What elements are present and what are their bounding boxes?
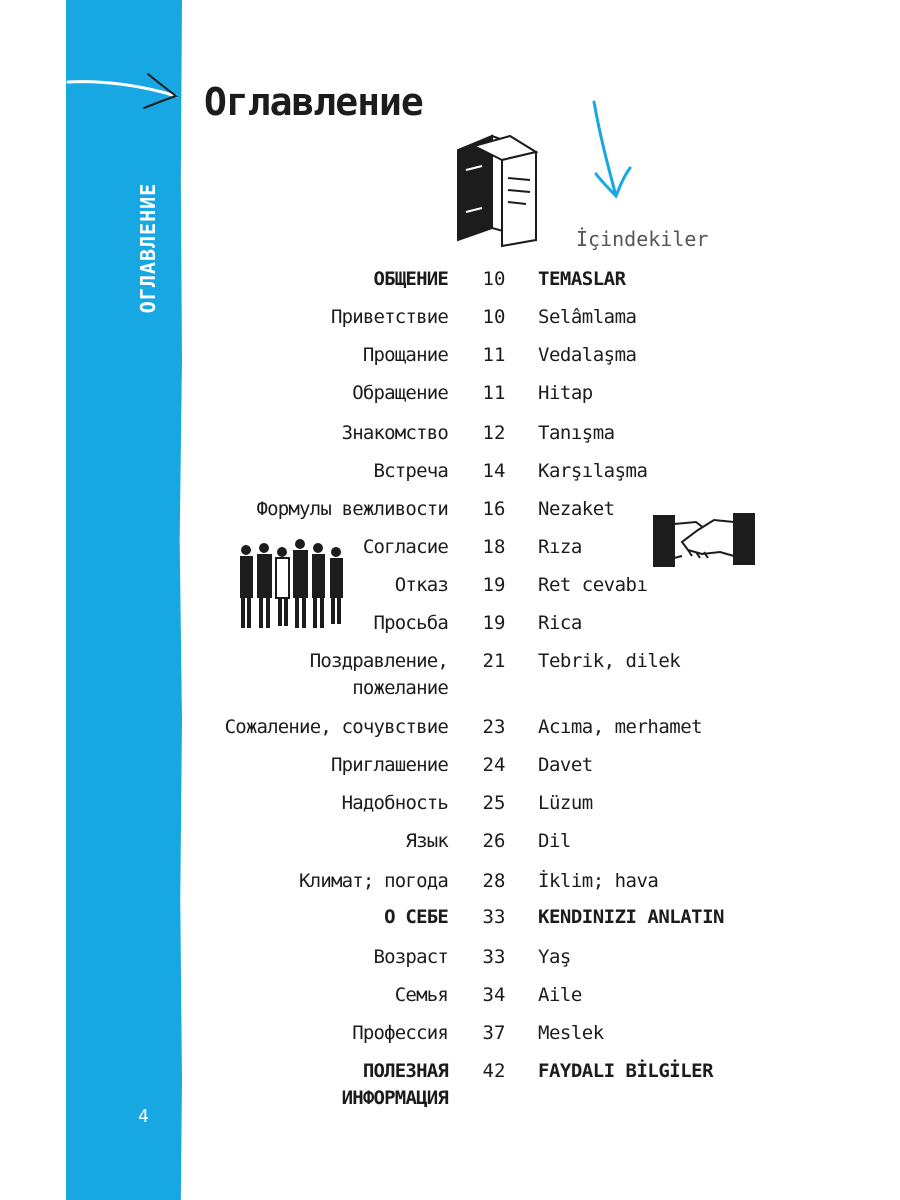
toc-row	[0, 496, 900, 534]
toc-title-ru: Формулы вежливости	[256, 498, 448, 520]
toc-page-number: 19	[482, 612, 506, 634]
toc-page-number: 28	[482, 870, 506, 892]
toc-page-number: 25	[482, 792, 506, 814]
toc-title-ru: Поздравление,	[309, 650, 448, 672]
toc-row	[0, 420, 900, 458]
toc-row	[0, 458, 900, 496]
toc-title-tr: Karşılaşma	[538, 460, 648, 482]
toc-page-number: 11	[482, 382, 506, 404]
toc-title-ru: Профессия	[352, 1022, 448, 1044]
toc-title-tr: Aile	[538, 984, 582, 1006]
toc-title-ru: О СЕБЕ	[384, 906, 448, 928]
toc-title-ru: ПОЛЕЗНАЯ	[362, 1060, 448, 1082]
toc-row-continuation	[0, 1085, 900, 1123]
toc-title-tr: Nezaket	[538, 498, 615, 520]
toc-row	[0, 752, 900, 790]
toc-title-ru: Приглашение	[330, 754, 448, 776]
toc-title-ru: Прощание	[362, 344, 448, 366]
toc-title-ru: Сожаление, сочувствие	[224, 716, 448, 738]
toc-title-ru: Просьба	[373, 612, 448, 634]
toc-row	[0, 534, 900, 572]
toc-title-ru: Возраст	[373, 946, 448, 968]
toc-row	[0, 380, 900, 418]
toc-page-number: 26	[482, 830, 506, 852]
toc-page-number: 34	[482, 984, 506, 1006]
toc-title-tr: Hitap	[538, 382, 593, 404]
toc-title-ru: Семья	[394, 984, 448, 1006]
toc-page-number: 12	[482, 422, 506, 444]
toc-row-continuation	[0, 675, 900, 713]
toc-row	[0, 790, 900, 828]
toc-row	[0, 868, 900, 906]
toc-page-number: 37	[482, 1022, 506, 1044]
toc-title-ru: Согласие	[362, 536, 448, 558]
toc-page-number: 19	[482, 574, 506, 596]
toc-title-tr: FAYDALI BİLGİLER	[538, 1060, 714, 1082]
toc-title-tr: Rica	[538, 612, 582, 634]
toc-title-ru: ОБЩЕНИЕ	[373, 268, 448, 290]
toc-title-tr: Davet	[538, 754, 593, 776]
toc-row	[0, 1020, 900, 1058]
toc-title-tr: Tanışma	[538, 422, 615, 444]
toc-row	[0, 610, 900, 648]
toc-page-number: 18	[482, 536, 506, 558]
toc-row	[0, 304, 900, 342]
toc-title-ru-line2: ИНФОРМАЦИЯ	[341, 1087, 448, 1109]
page-number: 4	[138, 1106, 149, 1127]
arrow-icon	[64, 68, 184, 118]
toc-title-tr: Dil	[538, 830, 571, 852]
toc-page-number: 14	[482, 460, 506, 482]
page-title: Оглавление	[204, 80, 423, 124]
toc-page-number: 10	[482, 268, 506, 290]
toc-title-ru: Надобность	[341, 792, 448, 814]
toc-title-tr: Yaş	[538, 946, 571, 968]
toc-page-number: 21	[482, 650, 506, 672]
toc-title-ru: Приветствие	[330, 306, 448, 328]
toc-title-tr: Rıza	[538, 536, 582, 558]
toc-page-number: 24	[482, 754, 506, 776]
toc-title-tr: Selâmlama	[538, 306, 637, 328]
toc-title-tr: İklim; hava	[538, 870, 659, 892]
toc-row-section	[0, 904, 900, 942]
toc-title-ru: Климат; погода	[299, 870, 448, 892]
toc-title-ru: Обращение	[352, 382, 448, 404]
toc-page-number: 23	[482, 716, 506, 738]
toc-title-ru: Отказ	[394, 574, 448, 596]
toc-page-number: 10	[482, 306, 506, 328]
toc-row	[0, 572, 900, 610]
arrow-icon	[586, 96, 646, 206]
toc-title-tr: Lüzum	[538, 792, 593, 814]
toc-title-tr: Acıma, merhamet	[538, 716, 703, 738]
toc-title-ru-line2: пожелание	[352, 677, 448, 699]
subtitle: İçindekiler	[576, 227, 709, 251]
toc-row	[0, 982, 900, 1020]
toc-title-ru: Язык	[405, 830, 448, 852]
toc-row	[0, 342, 900, 380]
toc-title-tr: KENDINIZI ANLATIN	[538, 906, 724, 928]
toc-row	[0, 828, 900, 866]
toc-row	[0, 944, 900, 982]
toc-title-tr: Ret cevabı	[538, 574, 648, 596]
toc-title-ru: Знакомство	[341, 422, 448, 444]
toc-row-section	[0, 266, 900, 304]
books-illustration	[452, 130, 542, 248]
toc-row	[0, 714, 900, 752]
toc-page-number: 33	[482, 906, 506, 928]
toc-page-number: 16	[482, 498, 506, 520]
toc-page-number: 33	[482, 946, 506, 968]
toc-page-number: 11	[482, 344, 506, 366]
toc-title-tr: Vedalaşma	[538, 344, 637, 366]
sidebar-title: ОГЛАВЛЕНИЕ	[136, 182, 160, 314]
toc-title-tr: Tebrik, dilek	[538, 650, 681, 672]
toc-page-number: 42	[482, 1060, 506, 1082]
toc-title-ru: Встреча	[373, 460, 448, 482]
toc-title-tr: TEMASLAR	[538, 268, 626, 290]
toc-title-tr: Meslek	[538, 1022, 604, 1044]
